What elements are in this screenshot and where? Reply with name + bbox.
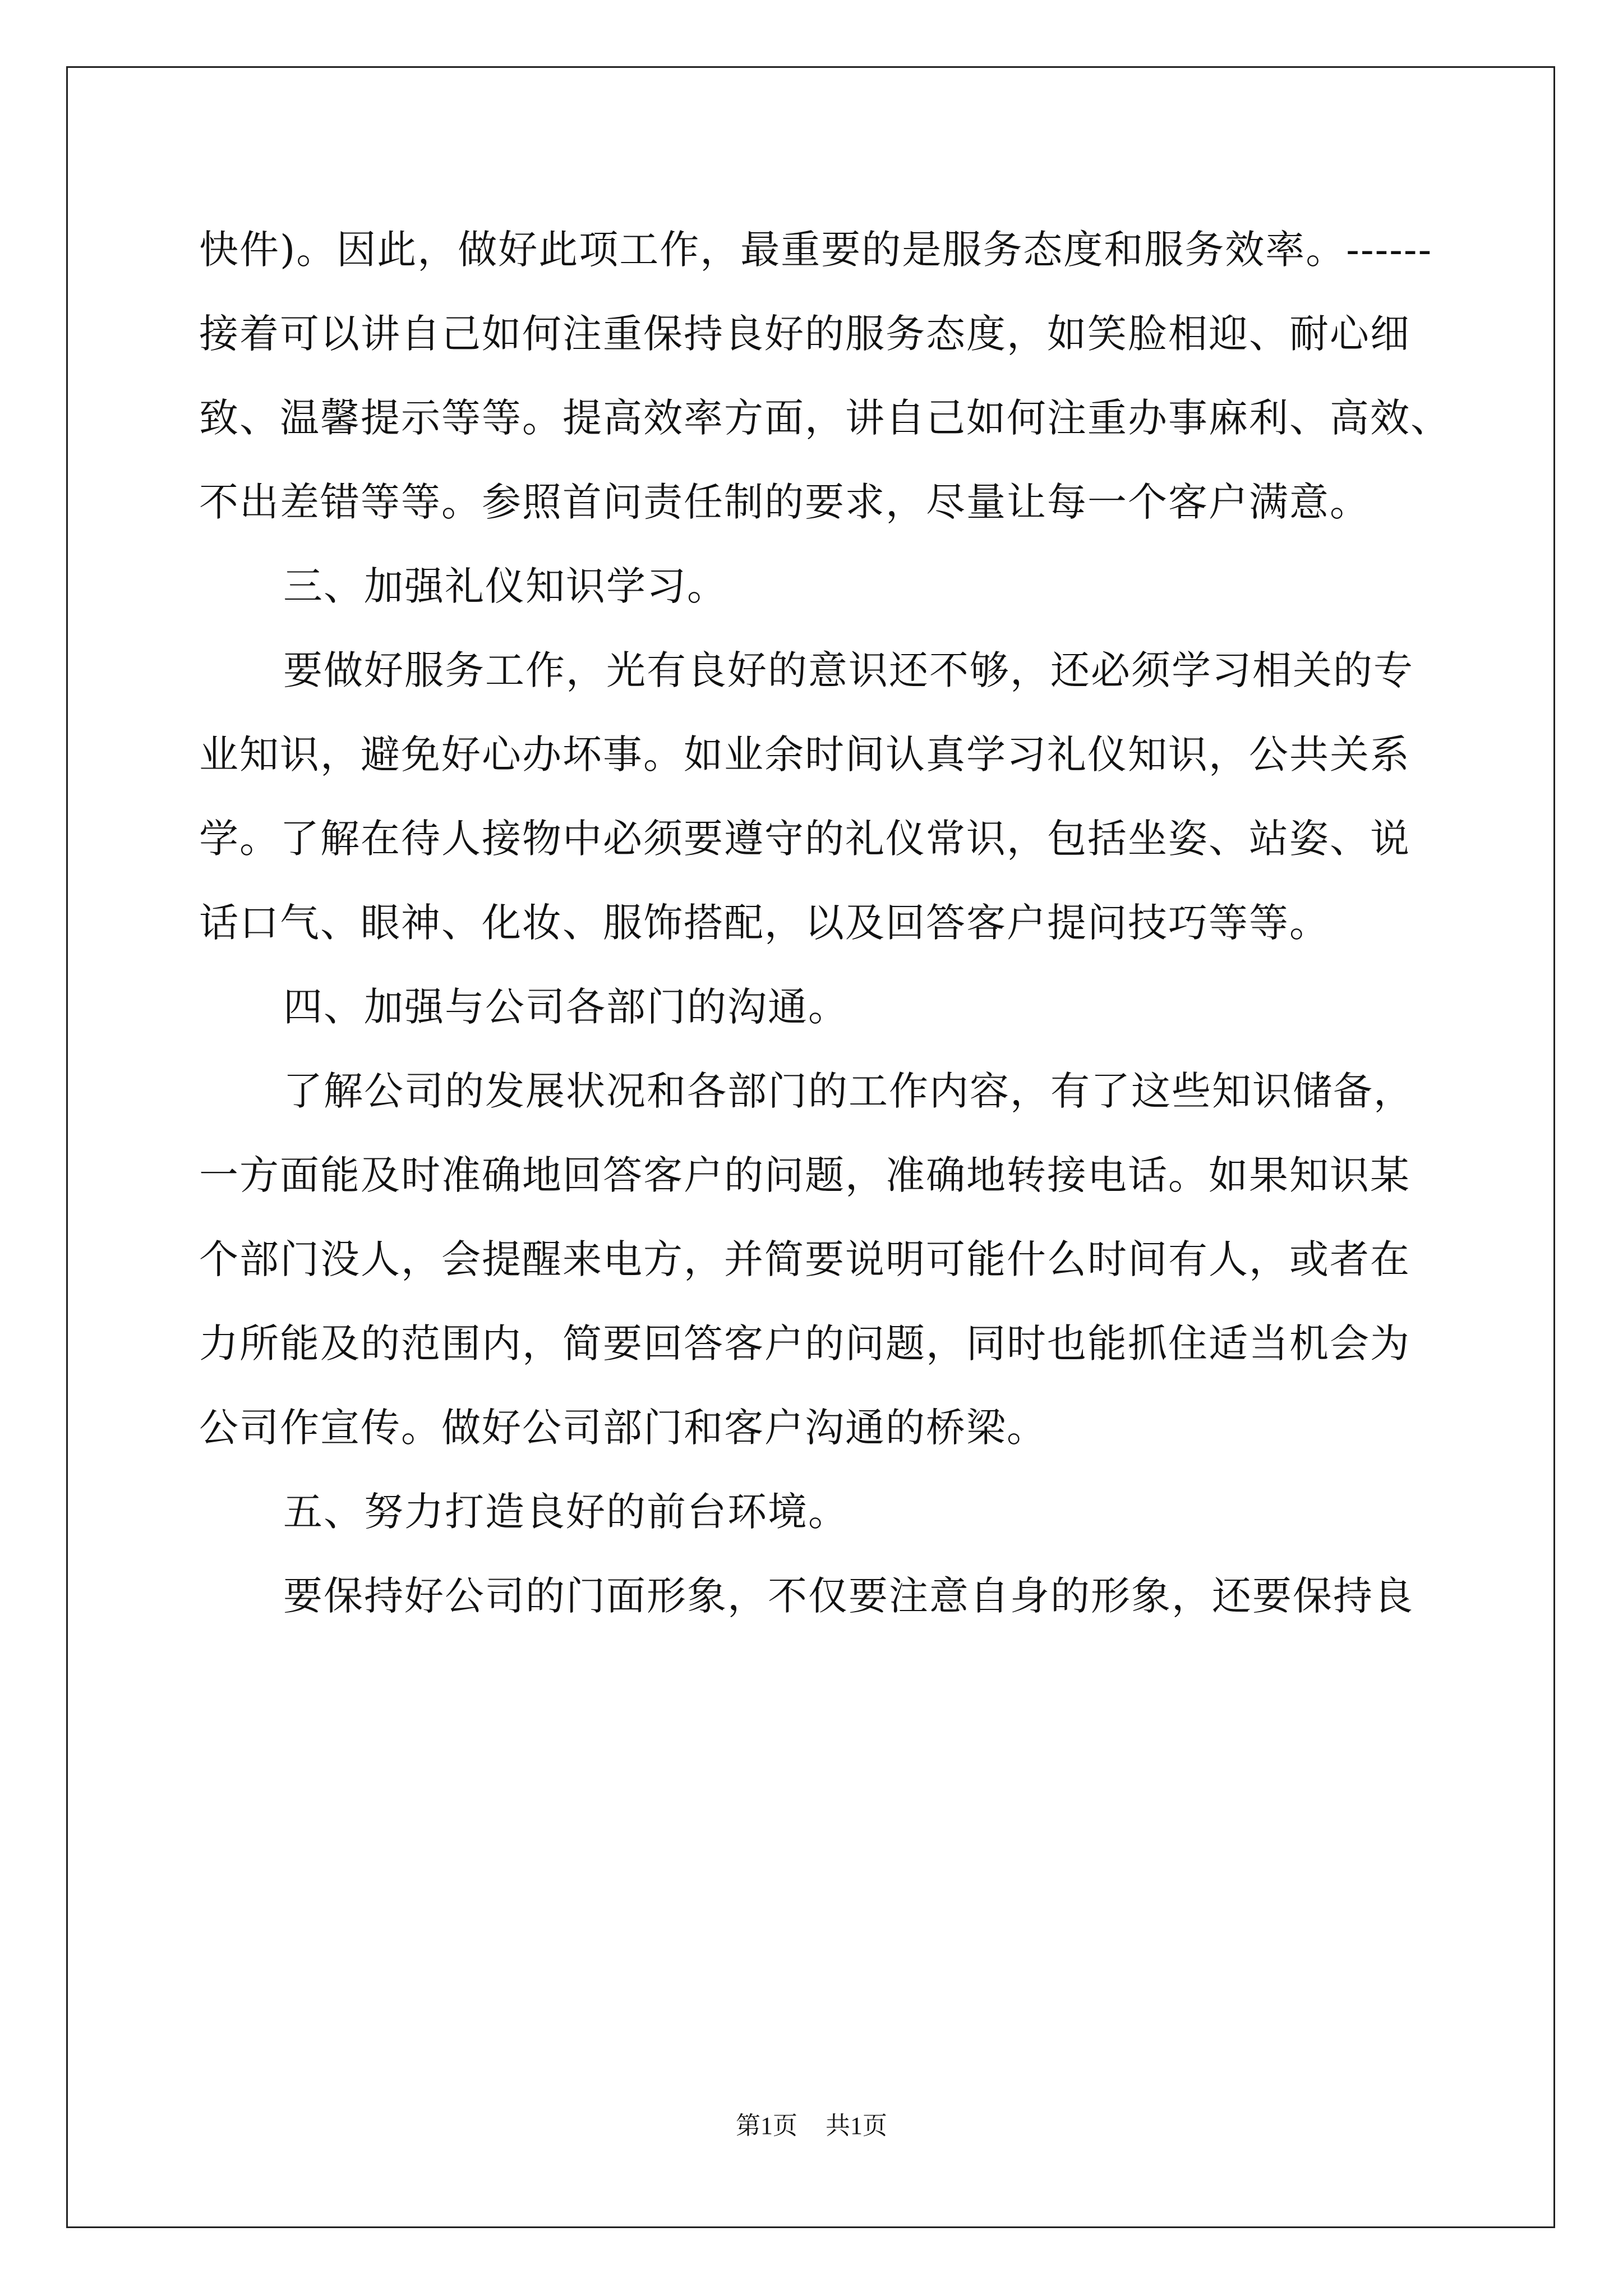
section-heading: 四、加强与公司各部门的沟通。 [283, 984, 849, 1030]
text-line: 业知识，避免好心办坏事。如业余时间认真学习礼仪知识，公共关系 [199, 731, 1410, 777]
section-heading: 五、努力打造良好的前台环境。 [283, 1489, 849, 1535]
page-footer [0, 2109, 1623, 2143]
text-line: 个部门没人，会提醒来电方，并简要说明可能什么时间有人，或者在 [199, 1236, 1410, 1282]
page-total: 共1页 [826, 2112, 887, 2139]
text-line: 话口气、眼神、化妆、服饰搭配，以及回答客户提问技巧等等。 [199, 900, 1330, 946]
text-line: 公司作宣传。做好公司部门和客户沟通的桥梁。 [199, 1405, 1047, 1451]
document-body [199, 208, 1461, 1638]
text-line: 不出差错等等。参照首问责任制的要求，尽量让每一个客户满意。 [199, 479, 1370, 525]
text-line: 接着可以讲自己如何注重保持良好的服务态度，如笑脸相迎、耐心细 [199, 311, 1410, 357]
page-number: 第1页 [736, 2112, 797, 2139]
text-line: 一方面能及时准确地回答客户的问题，准确地转接电话。如果知识某 [199, 1152, 1410, 1198]
text-line: 学。了解在待人接物中必须要遵守的礼仪常识，包括坐姿、站姿、说 [199, 816, 1410, 862]
text-line: 致、温馨提示等等。提高效率方面，讲自己如何注重办事麻利、高效、 [199, 395, 1451, 441]
text-line: 快件)。因此，做好此项工作，最重要的是服务态度和服务效率。------ [199, 227, 1433, 273]
paragraph-start: 了解公司的发展状况和各部门的工作内容，有了这些知识储备， [283, 1068, 1414, 1114]
text-line: 力所能及的范围内，简要回答客户的问题，同时也能抓住适当机会为 [199, 1320, 1410, 1366]
paragraph-start: 要做好服务工作，光有良好的意识还不够，还必须学习相关的专 [283, 647, 1414, 693]
section-heading: 三、加强礼仪知识学习。 [283, 563, 727, 609]
paragraph-start: 要保持好公司的门面形象，不仅要注意自身的形象，还要保持良 [283, 1573, 1414, 1619]
